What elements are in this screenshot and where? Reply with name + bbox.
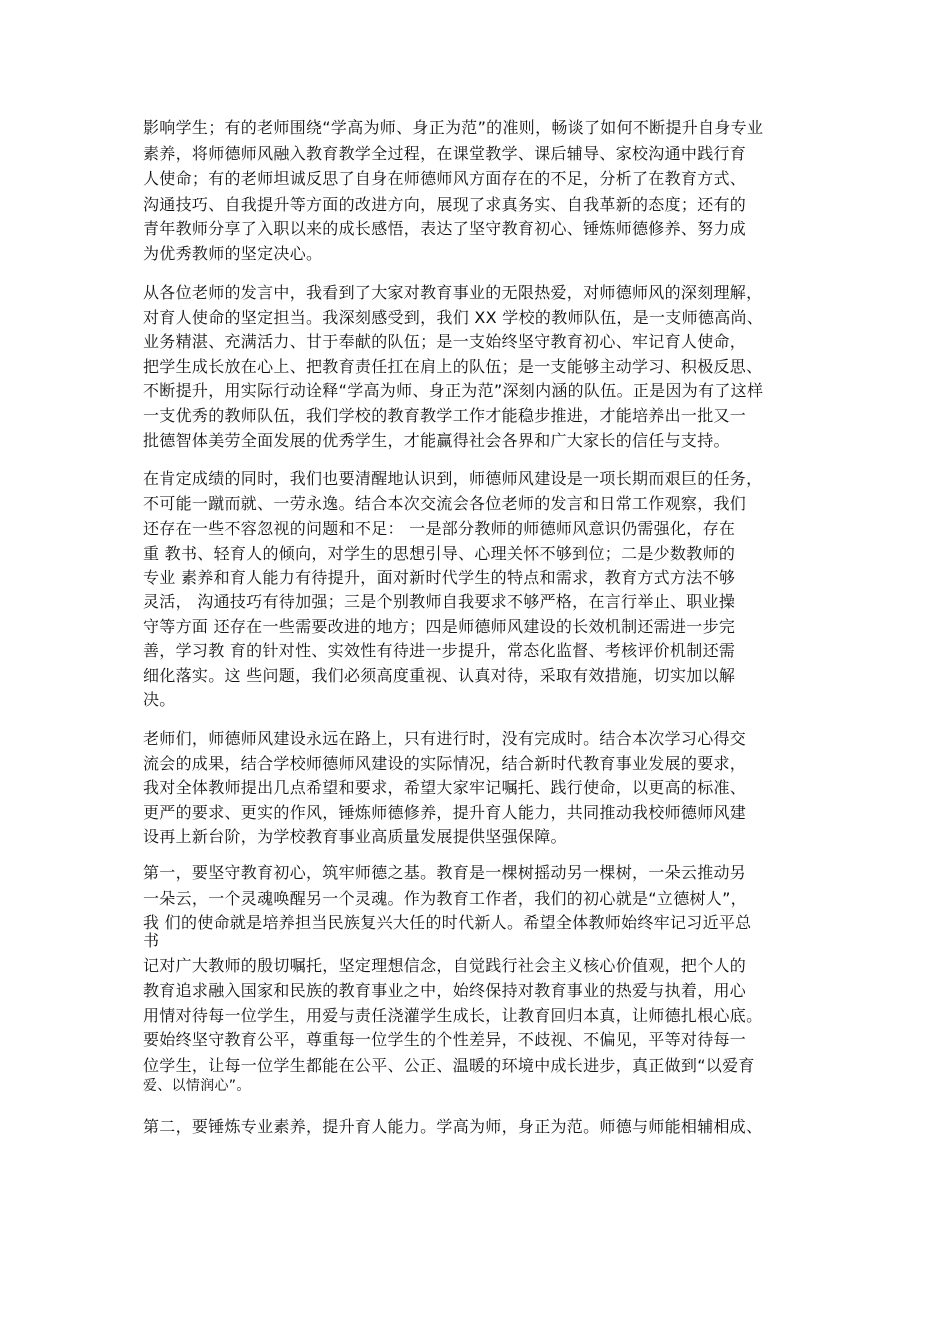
text-line: 还存在一些不容忽视的问题和不足： 一是部分教师的师德师风意识仍需强化，存在 <box>143 519 736 538</box>
text-line: 把学生成长放在心上、把教育责任扛在肩上的队伍；是一支能够主动学习、积极反思、 <box>143 357 763 376</box>
text-line: 沟通技巧、自我提升等方面的改进方向，展现了求真务实、自我革新的态度；还有的 <box>143 195 747 214</box>
text-line: 人使命；有的老师坦诚反思了自身在师德师风方面存在的不足，分析了在教育方式、 <box>143 169 747 188</box>
text-line: 第一，要坚守教育初心，筑牢师德之基。教育是一棵树摇动另一棵树，一朵云推动另 <box>143 863 747 882</box>
text-line: 守等方面 还存在一些需要改进的地方；四是师德师风建设的长效机制还需进一步完 <box>143 617 736 636</box>
text-line: 一支优秀的教师队伍，我们学校的教育教学工作才能稳步推进，才能培养出一批又一 <box>143 406 747 425</box>
text-line: 更严的要求、更实的作风，锤炼师德修养，提升育人能力，共同推动我校师德师风建 <box>143 803 747 822</box>
text-line: 灵活， 沟通技巧有待加强；三是个别教师自我要求不够严格，在言行举止、职业操 <box>143 592 736 611</box>
text-line: 业务精湛、充满活力、甘于奉献的队伍；是一支始终坚守教育初心、牢记育人使命， <box>143 332 747 351</box>
text-line: 善，学习教 育的针对性、实效性有待进一步提升，常态化监督、考核评价机制还需 <box>143 641 736 660</box>
text-line: 重 教书、轻育人的倾向，对学生的思想引导、心理关怀不够到位；二是少数教师的 <box>143 544 736 563</box>
text-line: 一朵云，一个灵魂唤醒另一个灵魂。作为教育工作者，我们的初心就是“立德树人”， <box>143 889 747 908</box>
text-line: 老师们，师德师风建设永远在路上，只有进行时，没有完成时。结合本次学习心得交 <box>143 729 747 748</box>
text-line: 我 们的使命就是培养担当民族复兴大任的时代新人。希望全体教师始终牢记习近平总 <box>143 913 752 932</box>
text-line: 记对广大教师的殷切嘱托，坚定理想信念，自觉践行社会主义核心价值观，把个人的 <box>143 956 747 975</box>
text-line: 专业 素养和育人能力有待提升，面对新时代学生的特点和需求，教育方式方法不够 <box>143 568 736 587</box>
text-line: 在肯定成绩的同时，我们也要清醒地认识到，师德师风建设是一项长期而艰巨的任务， <box>143 469 763 488</box>
text-line: 为优秀教师的坚定决心。 <box>143 244 323 263</box>
text-line: 青年教师分享了入职以来的成长感悟，表达了坚守教育初心、锤炼师德修养、努力成 <box>143 219 747 238</box>
text-line: 设再上新台阶，为学校教育事业高质量发展提供坚强保障。 <box>143 827 567 846</box>
text-line: 不断提升，用实际行动诠释“学高为师、身正为范”深刻内涵的队伍。正是因为有了这样 <box>143 381 764 400</box>
text-line: 书 <box>143 931 160 950</box>
text-line: 细化落实。这 些问题，我们必须高度重视、认真对待，采取有效措施，切实加以解 <box>143 666 736 685</box>
text-line: 影响学生；有的老师围绕“学高为师、身正为范”的准则，畅谈了如何不断提升自身专业 <box>143 118 764 137</box>
text-line: 教育追求融入国家和民族的教育事业之中，始终保持对教育事业的热爱与执着，用心 <box>143 981 747 1000</box>
text-line: 要始终坚守教育公平，尊重每一位学生的个性差异，不歧视、不偏见，平等对待每一 <box>143 1030 747 1049</box>
text-line: 位学生，让每一位学生都能在公平、公正、温暖的环境中成长进步，真正做到“以爱育 <box>143 1056 755 1075</box>
text-line: 第二，要锤炼专业素养，提升育人能力。学高为师，身正为范。师德与师能相辅相成、 <box>143 1117 763 1136</box>
text-line: 决。 <box>143 690 176 709</box>
text-line: 不可能一蹴而就、一劳永逸。结合本次交流会各位老师的发言和日常工作观察，我们 <box>143 494 747 513</box>
text-line: 我对全体教师提出几点希望和要求，希望大家牢记嘱托、践行使命，以更高的标准、 <box>143 778 747 797</box>
text-line: 流会的成果，结合学校师德师风建设的实际情况，结合新时代教育事业发展的要求， <box>143 754 747 773</box>
text-line: 爱、以情润心”。 <box>143 1078 251 1094</box>
text-line: 素养，将师德师风融入教育教学全过程，在课堂教学、课后辅导、家校沟通中践行育 <box>143 144 747 163</box>
text-line: 批德智体美劳全面发展的优秀学生，才能赢得社会各界和广大家长的信任与支持。 <box>143 431 730 450</box>
text-line: 对育人使命的坚定担当。我深刻感受到，我们 XX 学校的教师队伍，是一支师德高尚、 <box>143 308 764 327</box>
text-line: 用情对待每一位学生，用爱与责任浇灌学生成长，让教育回归本真，让师德扎根心底。 <box>143 1006 763 1025</box>
text-line: 从各位老师的发言中，我看到了大家对教育事业的无限热爱，对师德师风的深刻理解， <box>143 283 763 302</box>
